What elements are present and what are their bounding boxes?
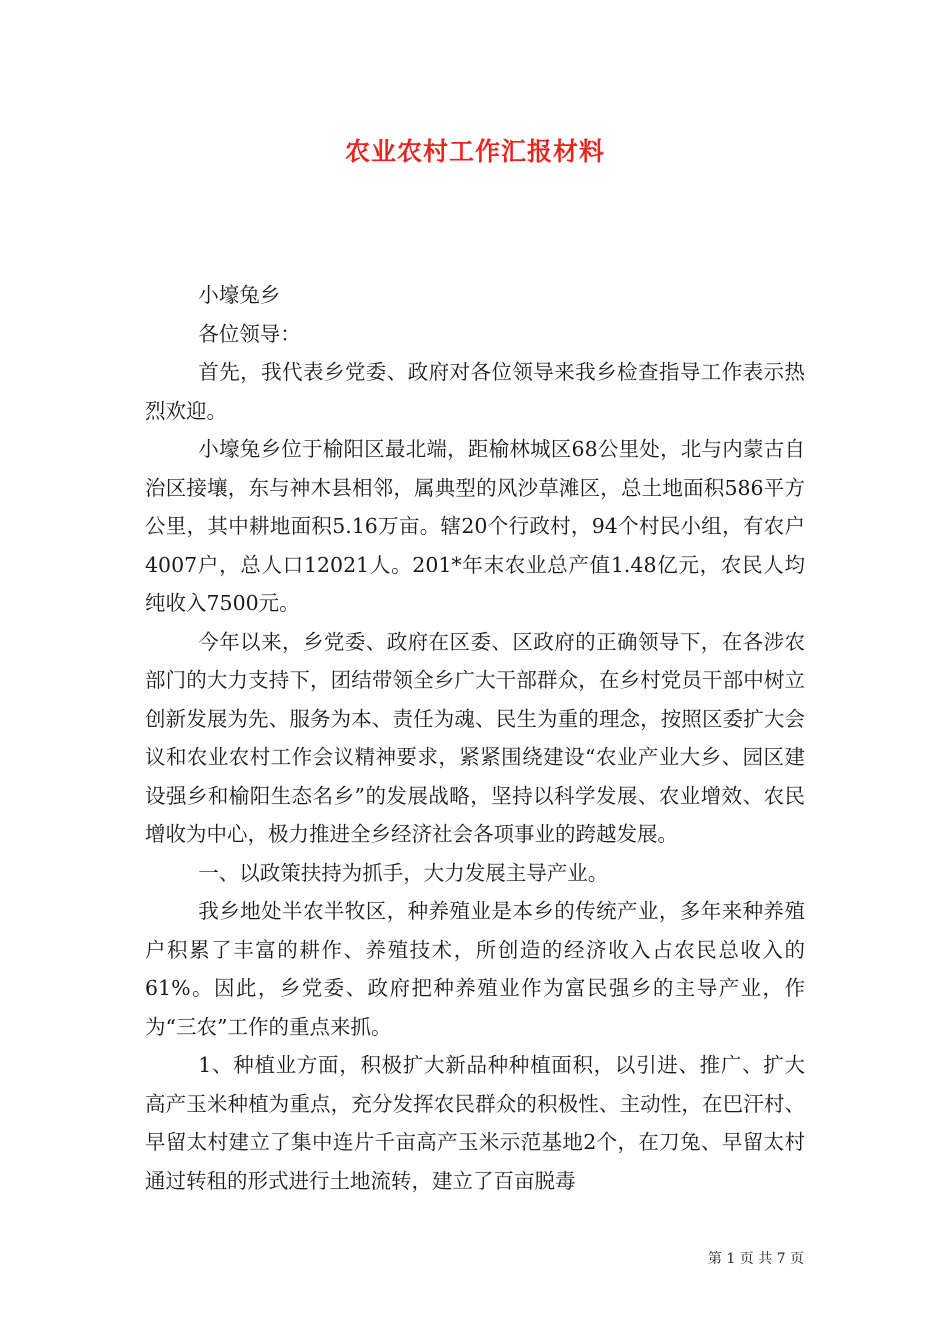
document-body xyxy=(145,276,805,1200)
paragraph: 1、种植业方面，积极扩大新品种种植面积，以引进、推广、扩大高产玉米种植为重点，充分发挥农民群众的积极性、主动性，在巴汗村、早留太村建立了集中连片千亩高产玉米示范基地2个，在刀兔、早留太村通过转租的形式进行土地流转，建立了百亩脱毒 xyxy=(145,1053,805,1193)
paragraph-addressor: 小壕兔乡 xyxy=(198,283,281,307)
document-title: 农业农村工作汇报材料 xyxy=(344,137,605,166)
page-number: 第 1 页 共 7 页 xyxy=(707,1251,804,1267)
paragraph: 首先，我代表乡党委、政府对各位领导来我乡检查指导工作表示热烈欢迎。 xyxy=(145,360,805,423)
paragraph: 我乡地处半农半牧区，种养殖业是本乡的传统产业，多年来种养殖户积累了丰富的耕作、养殖技术，所创造的经济收入占农民总收入的61%。因此，乡党委、政府把种养殖业作为富民强乡的主导产业，作为“三农”工作的重点来抓。 xyxy=(145,899,805,1039)
section-heading: 一、以政策扶持为抓手，大力发展主导产业。 xyxy=(198,860,609,885)
paragraph-salutation: 各位领导： xyxy=(198,321,301,346)
paragraph: 小壕兔乡位于榆阳区最北端，距榆林城区68公里处，北与内蒙古自治区接壤，东与神木县相邻，属典型的风沙草滩区，总土地面积586平方公里，其中耕地面积5.16万亩。辖20个行政村，94个村民小组，有农户4007户，总人口12021人。201*年末农业总产值1.48亿元，农民人均纯收入7500元。 xyxy=(145,437,805,615)
paragraph: 今年以来，乡党委、政府在区委、区政府的正确领导下，在各涉农部门的大力支持下，团结带领全乡广大干部群众，在乡村党员干部中树立创新发展为先、服务为本、责任为魂、民生为重的理念，按照区委扩大会议和农业农村工作会议精神要求，紧紧围绕建设“农业产业大乡、园区建设强乡和榆阳生态名乡”的发展战略，坚持以科学发展、农业增效、农民增收为中心，极力推进全乡经济社会各项事业的跨越发展。 xyxy=(145,629,805,846)
